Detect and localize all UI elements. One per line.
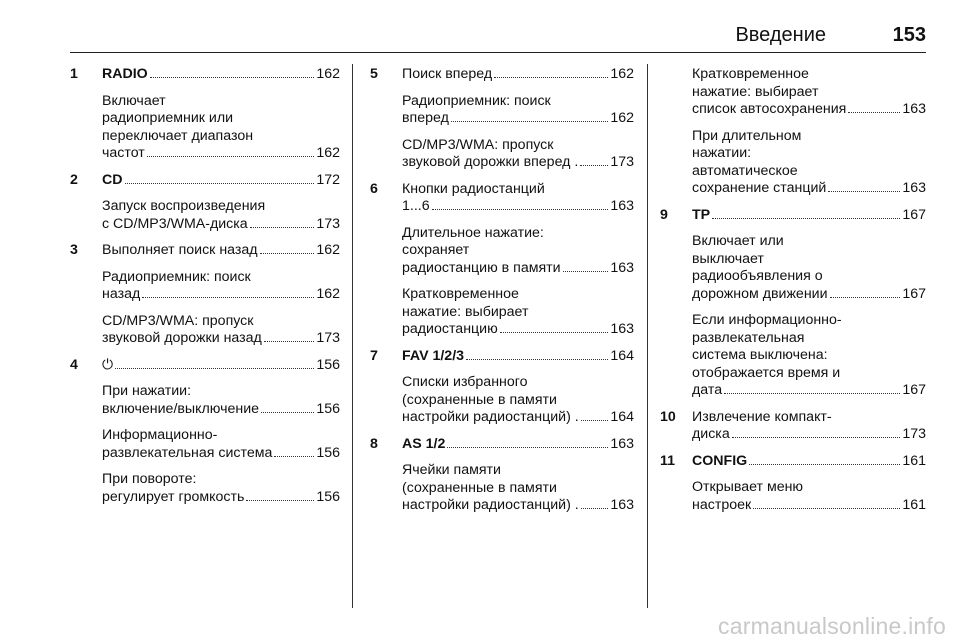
item-text-line: CD/MP3/WMA: пропуск [402,136,554,153]
dot-leader [494,77,608,78]
leader-line [402,66,634,84]
entry-item [692,409,926,444]
item-text-line: При нажатии: [102,383,192,399]
dot-leader [581,420,609,421]
dot-leader [447,447,608,448]
legend-entry [660,453,926,515]
entry-item [692,479,926,514]
legend-entry [660,409,926,444]
legend-entry [660,66,926,198]
leader-text: Поиск вперед [402,66,493,82]
dot-leader [125,183,315,184]
leader-line [692,382,926,400]
item-text-line: Открывает меню [692,479,804,495]
page-reference: 163 [610,435,634,452]
dot-leader [261,412,314,413]
header-rule [70,52,926,53]
page-header [70,20,926,54]
leader-line [102,172,340,190]
entry-item [102,66,340,84]
entry-item [102,93,340,163]
entry-body [402,66,634,172]
page-reference: 167 [902,206,926,223]
entry-number: 3 [70,242,78,258]
leader-text: включение/выключение [102,400,260,417]
page-reference: 167 [902,382,926,398]
item-text-line: Ячейки памяти [402,462,501,478]
item-text-line: нажатие: выбирает [692,83,819,100]
entry-item [692,312,926,400]
legend-entry [70,357,340,507]
dot-leader [749,464,900,465]
entry-item [102,383,340,418]
page-reference: 173 [316,215,340,232]
page-reference: 162 [316,145,340,161]
leader-line [692,453,926,471]
leader-text: развлекательная система [102,444,273,461]
leader-line [692,497,926,515]
page-reference: 161 [902,496,926,513]
section-title: Введение [735,24,826,46]
leader-line [102,216,340,234]
item-text-line: нажатии: [692,145,752,161]
entry-item [402,137,634,172]
legend-entry [370,436,634,515]
entry-item [102,198,340,233]
dot-leader [466,359,608,360]
item-text-line: радиообъявления о [692,268,823,284]
page-reference: 167 [902,285,926,302]
dot-leader [274,456,314,457]
page-reference: 173 [610,154,634,170]
item-text-line: выключает [692,250,764,267]
dot-leader [581,508,609,509]
entry-number: 1 [70,66,78,82]
leader-line [102,489,340,507]
leader-line [102,242,340,260]
entry-item [402,374,634,427]
dot-leader [147,156,315,157]
leader-text: CD [102,171,123,188]
leader-line [102,145,340,163]
entry-item [402,66,634,84]
legend-entry [660,207,926,400]
dot-leader [580,165,608,166]
leader-text: с CD/MP3/WMA-диска [102,215,248,232]
entry-body [692,453,926,515]
page-reference: 163 [902,101,926,117]
item-text-line: CD/MP3/WMA: пропуск [102,312,254,329]
entry-item [692,128,926,198]
watermark: carmanualsonline.info [718,613,946,639]
leader-text: FAV 1/2/3 [402,347,465,364]
entry-item [692,207,926,225]
entry-number: 7 [370,347,378,364]
dot-leader [732,437,901,438]
entry-body [692,409,926,444]
leader-text: TP [692,206,711,223]
page-reference: 173 [316,330,340,346]
dot-leader [246,500,314,501]
dot-leader [250,227,315,228]
item-text-line: отображается время и [692,364,841,381]
leader-line [402,198,634,216]
item-text-line: Включает или [692,233,784,249]
page-reference: 162 [316,66,340,82]
dot-leader [753,508,900,509]
leader-text: частот [102,145,145,161]
item-text-line: Кнопки радиостанций [402,180,545,197]
dot-leader [712,218,900,219]
entry-body [102,242,340,348]
entry-body [402,348,634,427]
entry-number: 5 [370,66,378,82]
item-text-line: Запуск воспроизведения [102,198,266,214]
entry-body [402,436,634,515]
legend-entry [370,66,634,172]
page-reference: 156 [316,444,340,461]
legend-entry [370,348,634,427]
leader-line [692,426,926,444]
entry-item [102,313,340,348]
entry-item [402,181,634,216]
page-reference: 161 [902,452,926,469]
leader-text: дата [692,382,723,398]
page-reference: 156 [316,356,340,373]
entry-item [692,233,926,303]
item-text-line: нажатие: выбирает [402,303,529,320]
page-reference: 156 [316,400,340,417]
entry-item [102,242,340,260]
entry-item [402,436,634,454]
item-text-line: Кратковременное [692,66,809,82]
dot-leader [848,112,900,113]
item-text-line: При повороте: [102,471,197,487]
entry-body [102,357,340,507]
legend-entry [70,242,340,348]
column-1 [70,66,340,515]
item-text-line: система выключена: [692,347,828,363]
item-text-line: Кратковременное [402,286,519,302]
column-divider-1 [352,64,353,608]
leader-line [402,110,634,128]
leader-text: диска [692,426,730,442]
entry-item [102,471,340,506]
item-text-line: (сохраненные в памяти [402,391,557,408]
leader-text: RADIO [102,66,148,82]
leader-line [402,497,634,515]
leader-line [102,66,340,84]
page-reference: 163 [610,321,634,337]
leader-line [402,436,634,454]
entry-body [692,66,926,198]
column-divider-2 [647,64,648,608]
item-text-line: Извлечение компакт- [692,408,832,425]
item-text-line: При длительном [692,127,802,144]
dot-leader [830,297,901,298]
item-text-line: Информационно- [102,427,218,443]
leader-line [692,207,926,225]
page-reference: 162 [610,110,634,126]
leader-text: вперед [402,110,449,126]
dot-leader [260,253,315,254]
page-reference: 162 [610,66,634,82]
item-text-line: Включает [102,92,166,109]
leader-line [402,321,634,339]
page-reference: 163 [610,259,634,276]
entry-item [402,286,634,339]
item-text-line: автоматическое [692,162,798,179]
leader-line [102,330,340,348]
dot-leader [115,368,314,369]
item-text-line: Радиоприемник: поиск [102,268,251,285]
entry-body [402,181,634,339]
page-reference: 164 [610,409,634,425]
legend-entry [70,172,340,234]
page-reference: 156 [316,488,340,505]
leader-text: настройки радиостанций) . [402,409,579,425]
entry-number [660,66,692,198]
dot-leader [451,121,608,122]
dot-leader [500,332,609,333]
leader-text: ⏻ [102,356,114,373]
page-reference: 173 [902,426,926,442]
leader-text: звуковой дорожки назад [102,330,262,346]
entry-body [102,172,340,234]
dot-leader [563,271,609,272]
entry-number: 6 [370,180,378,197]
dot-leader [828,191,900,192]
leader-text: сохранение станций [692,180,827,196]
entry-body [692,207,926,400]
entry-item [402,348,634,366]
entry-number: 9 [660,206,668,223]
page-reference: 162 [316,286,340,302]
item-text-line: Длительное нажатие: [402,224,544,241]
leader-line [402,154,634,172]
page-reference: 164 [610,347,634,364]
item-text-line: Списки избранного [402,374,528,390]
item-text-line: Если информационно- [692,312,842,328]
page-reference: 163 [610,198,634,214]
leader-text: назад [102,286,141,302]
leader-text: Выполняет поиск назад [102,242,258,258]
leader-text: дорожном движении [692,285,828,302]
leader-text: настроек [692,496,752,513]
leader-line [102,401,340,419]
entry-number: 4 [70,356,78,373]
entry-item [102,357,340,375]
leader-text: настройки радиостанций) . [402,497,579,513]
item-text-line: переключает диапазон [102,127,254,144]
page-number: 153 [892,24,926,46]
item-text-line: сохраняет [402,242,470,258]
leader-text: радиостанцию [402,321,498,337]
dot-leader [264,341,315,342]
leader-line [102,445,340,463]
leader-line [692,286,926,304]
leader-text: список автосохранения [692,101,847,117]
leader-text: 1...6 [402,198,430,214]
dot-leader [142,297,314,298]
leader-text: регулирует громкость [102,488,245,505]
leader-line [692,180,926,198]
entry-item [692,66,926,119]
page-reference: 163 [902,180,926,196]
leader-text: CONFIG [692,452,748,469]
entry-item [402,93,634,128]
page-reference: 172 [316,171,340,188]
dot-leader [150,77,315,78]
leader-text: AS 1/2 [402,435,446,452]
column-3 [660,66,926,523]
entry-item [402,462,634,515]
leader-text: радиостанцию в памяти [402,259,561,276]
leader-line [402,260,634,278]
leader-line [692,101,926,119]
entry-number: 10 [660,408,676,425]
leader-line [102,286,340,304]
entry-item [692,453,926,471]
legend-entry [70,66,340,163]
entry-item [102,427,340,462]
item-text-line: Радиоприемник: поиск [402,92,551,109]
item-text-line: радиоприемник или [102,110,234,126]
leader-line [102,357,340,375]
page-reference: 163 [610,497,634,513]
dot-leader [724,393,900,394]
entry-body [102,66,340,163]
column-2 [370,66,634,524]
page-reference: 162 [316,242,340,258]
leader-line [402,409,634,427]
leader-line [402,348,634,366]
entry-number: 2 [70,171,78,188]
legend-entry [370,181,634,339]
entry-number: 11 [660,452,675,469]
item-text-line: (сохраненные в памяти [402,479,557,496]
item-text-line: развлекательная [692,329,805,346]
entry-item [102,269,340,304]
entry-number: 8 [370,435,378,452]
dot-leader [432,209,609,210]
entry-item [402,225,634,278]
entry-item [102,172,340,190]
leader-text: звуковой дорожки вперед . [402,154,579,170]
